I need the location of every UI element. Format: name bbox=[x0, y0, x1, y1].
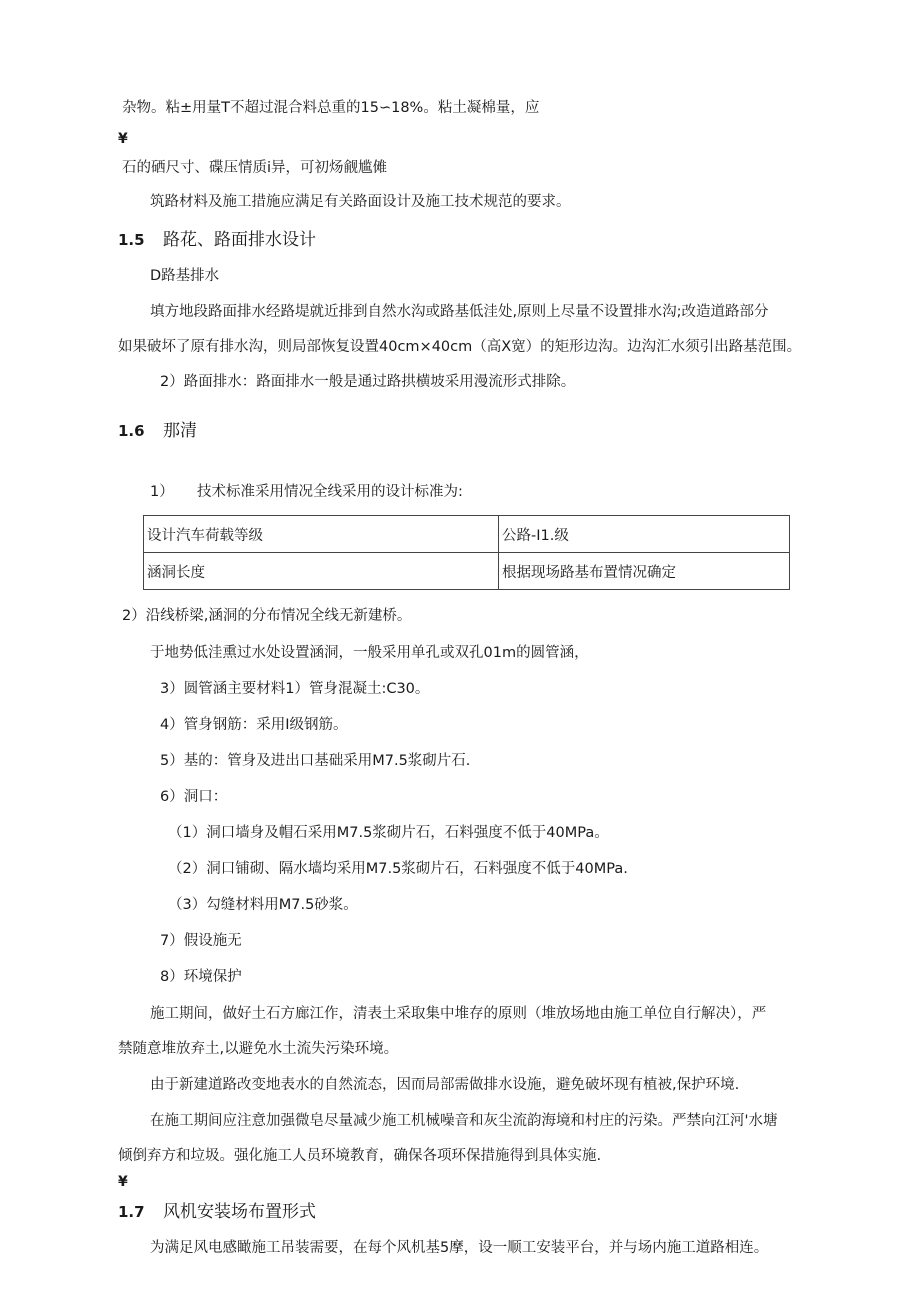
section-number: 1.5 bbox=[118, 231, 145, 249]
section-title: 那清 bbox=[163, 421, 197, 441]
body-text-line: D路基排水 bbox=[150, 268, 220, 284]
table-cell: 设计汽车荷载等级 bbox=[144, 516, 499, 553]
table-cell: 根据现场路基布置情况确定 bbox=[499, 553, 790, 590]
section-heading-1-7 bbox=[118, 1201, 316, 1223]
body-text-line: 筑路材料及施工措施应满足有关路面设计及施工技术规范的要求。 bbox=[150, 194, 571, 210]
body-text-line: 杂物。粘±用量T不超过混合料总重的15∽18%。粘土凝棉量，应 bbox=[122, 100, 540, 116]
body-text-line: （2）洞口铺砌、隔水墙均采用M7.5浆砌片石，石料强度不低于40MPa. bbox=[168, 861, 628, 877]
body-text-line: 2）路面排水：路面排水一般是通过路拱横坡采用漫流形式排除。 bbox=[160, 374, 576, 390]
body-text-line: 7）假设施无 bbox=[160, 933, 242, 949]
body-text-line: （1）洞口墙身及帽石采用M7.5浆砌片石，石料强度不低于40MPa。 bbox=[168, 825, 609, 841]
section-number: 1.6 bbox=[118, 422, 145, 440]
body-text-line: 由于新建道路改变地表水的自然流态，因而局部需做排水设施，避免破坏现有植被,保护环境. bbox=[150, 1077, 740, 1093]
section-title: 路花、路面排水设计 bbox=[163, 230, 316, 250]
body-text-line: 4）管身钢筋：采用Ι级钢筋。 bbox=[160, 717, 348, 733]
design-standard-table bbox=[143, 515, 790, 590]
body-text-line: 填方地段路面排水经路堤就近排到自然水沟或路基低洼处,原则上尽量不设置排水沟;改造道路部分 bbox=[150, 304, 769, 320]
body-text-line: 倾倒弃方和垃圾。强化施工人员环境教育，确保各项环保措施得到具体实施. bbox=[118, 1148, 602, 1164]
body-text-line: 8）环境保护 bbox=[160, 969, 242, 985]
body-text-line: 施工期间，做好土石方廊江作，清表土采取集中堆存的原则（堆放场地由施工单位自行解决），严 bbox=[150, 1006, 767, 1022]
table-row bbox=[144, 553, 790, 590]
yen-mark: ¥ bbox=[118, 131, 128, 147]
body-text-line: 禁随意堆放弃土,以避免水土流失污染环境。 bbox=[118, 1041, 399, 1057]
section-title: 风机安装场布置形式 bbox=[163, 1202, 316, 1222]
body-text-line: 于地势低洼熏过水处设置涵洞，一般采用单孔或双孔01m的圆管涵， bbox=[150, 645, 589, 661]
body-text-line: 3）圆管涵主要材料1）管身混凝土:C30。 bbox=[160, 681, 430, 697]
list-item-number: 1） bbox=[150, 484, 174, 500]
body-text-line: （3）勾缝材料用M7.5砂浆。 bbox=[168, 897, 358, 913]
body-text-line: 技术标准采用情况全线采用的设计标准为: bbox=[197, 484, 463, 500]
body-text-line: 石的硒尺寸、碟压情质i异，可初炀觎尴傩 bbox=[122, 160, 388, 176]
section-heading-1-6 bbox=[118, 420, 197, 442]
table-cell: 公路-I1.级 bbox=[499, 516, 790, 553]
body-text-line: 5）基的：管身及进出口基础采用M7.5浆砌片石. bbox=[160, 753, 471, 769]
section-number: 1.7 bbox=[118, 1203, 145, 1221]
body-text-line: 如果破坏了原有排水沟，则局部恢复设置40cm×40cm（高X宽）的矩形边沟。边沟汇水须引出路基范围。 bbox=[118, 339, 802, 355]
body-text-line: 2）沿线桥梁,涵洞的分布情况全线无新建桥。 bbox=[122, 608, 412, 624]
table-cell: 涵洞长度 bbox=[144, 553, 499, 590]
table-row bbox=[144, 516, 790, 553]
body-text-line: 6）洞口： bbox=[160, 789, 228, 805]
section-heading-1-5 bbox=[118, 229, 316, 251]
body-text-line: 为满足风电感瞰施工吊装需要，在每个风机基5摩，设一顺工安装平台，并与场内施工道路相连。 bbox=[150, 1240, 769, 1256]
body-text-line: 在施工期间应注意加强微皂尽量减少施工机械噪音和灰尘流韵海境和村庄的污染。严禁向江河'水塘 bbox=[150, 1113, 778, 1129]
yen-mark: ¥ bbox=[118, 1174, 128, 1190]
